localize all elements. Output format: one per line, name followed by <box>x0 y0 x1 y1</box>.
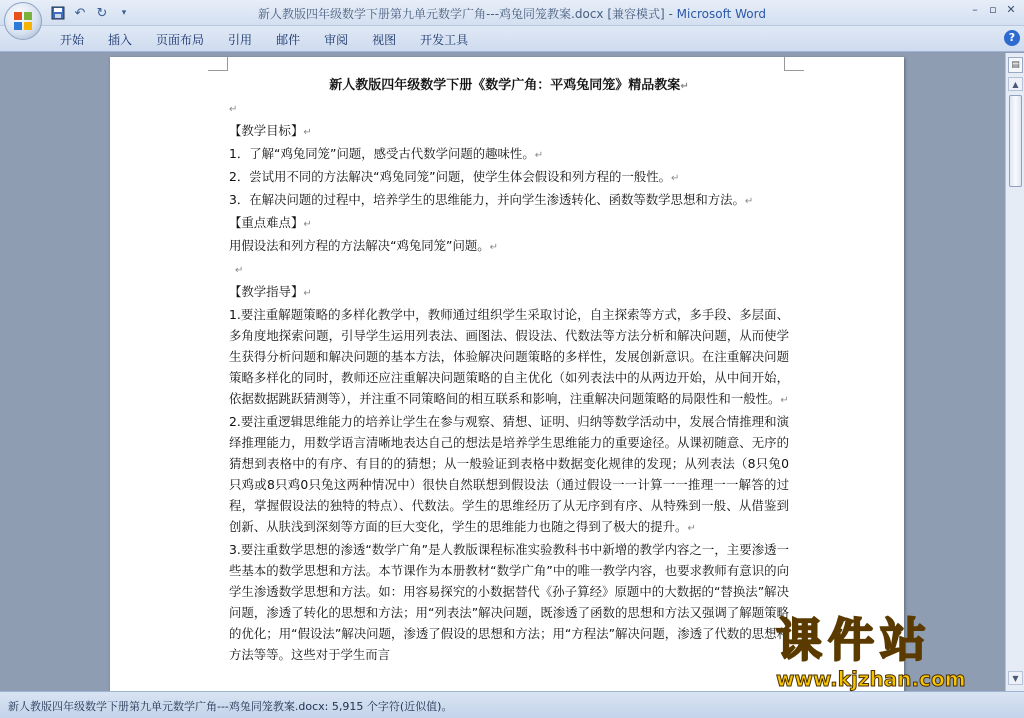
close-button[interactable]: ✕ <box>1006 3 1016 16</box>
tab-list <box>48 31 480 49</box>
vertical-scrollbar[interactable] <box>1005 53 1024 691</box>
office-logo-icon <box>14 12 33 31</box>
tab-references[interactable]: 引用 <box>228 33 253 47</box>
tab-mailings[interactable]: 邮件 <box>276 33 301 47</box>
status-text: 新人教版四年级数学下册第九单元数学广角---鸡兔同笼教案.docx: 5,915 个字符(近似值)。 <box>8 700 453 713</box>
watermark-logo <box>776 612 1016 692</box>
undo-icon[interactable]: ↶ <box>74 5 86 21</box>
scrollbar-thumb[interactable] <box>1009 95 1022 187</box>
document-title: 新人教版四年级数学下册《数学广角：平鸡兔同笼》精品教案↵ <box>329 78 689 93</box>
paragraph: 3.要注重数学思想的渗透“数学广角”是人教版课程标准实验教科书中新增的教学内容之一，主要渗透一些基本的数学思想和方法。本节课作为本册教材“数学广角”中的唯一教学内容，也要求教师有意识的向学生渗透数学思想和方法。如：用容易探究的小数据替代《孙子算经》原题中的大数据的“替换法”解决问题，渗透了转化的思想和方法；用“列表法”解决问题，既渗透了函数的思想和方法又强调了解题策略的优化；用“假设法”解决问题，渗透了假设的思想和方法；用“方程法”解决问题，渗透了代数的思想和方法等等。这些对于学生而言 <box>229 542 789 662</box>
window-title <box>0 5 1024 22</box>
heading-objectives: 【教学目标】↵ <box>229 123 312 138</box>
document-page[interactable] <box>110 57 904 691</box>
tab-view[interactable]: 视图 <box>372 33 397 47</box>
app-name: Microsoft Word <box>676 7 766 21</box>
title-separator: - <box>664 7 677 21</box>
heading-guidance: 【教学指导】↵ <box>229 284 312 299</box>
tab-page-layout[interactable]: 页面布局 <box>156 33 205 47</box>
watermark-text: 课件站 <box>776 613 932 667</box>
paragraph: ↵ <box>229 104 238 115</box>
paragraph: 2.要注重逻辑思维能力的培养让学生在参与观察、猜想、证明、归纳等数学活动中，发展合情推理和演绎推理能力，用数学语言清晰地表达自己的想法是培养学生思维能力的重要途径。从课初随意、无序的猜想到表格中的有序、有目的的猜想；从一般验证到表格中数据变化规律的发现；从列表法（8只兔0只鸡或8只鸡0只兔这两种情况中）很快自然联想到假设法（通过假设一一计算一一推理一一解答的过程，掌握假设法的独特的特点）、代数法。学生的思维经历了从无序到有序、从特殊到一般、从借鉴到创新、从肤浅到深刻等方面的巨大变化，学生的思维能力也随之得到了极大的提升。↵ <box>229 414 789 534</box>
help-icon[interactable]: ? <box>1004 30 1020 46</box>
scroll-down-button[interactable]: ▼ <box>1008 671 1023 685</box>
status-bar <box>0 691 1024 718</box>
title-bar <box>0 0 1024 26</box>
window-controls <box>966 2 1020 18</box>
ribbon-tabs <box>0 26 1024 52</box>
tab-home[interactable]: 开始 <box>60 33 85 47</box>
paragraph: 2．尝试用不同的方法解决“鸡兔同笼”问题，使学生体会假设和列方程的一般性。↵ <box>229 169 680 184</box>
heading-key-points: 【重点难点】↵ <box>229 215 312 230</box>
document-name: 新人教版四年级数学下册第九单元数学广角---鸡兔同笼教案.docx [兼容模式] <box>258 7 665 21</box>
paragraph: 用假设法和列方程的方法解决“鸡兔同笼”问题。↵ <box>229 238 499 253</box>
customize-qat-icon[interactable]: ▾ <box>121 8 127 18</box>
paragraph: ↵ <box>235 265 244 276</box>
restore-button[interactable]: ▫ <box>989 3 997 16</box>
crop-mark-top-right <box>784 57 804 71</box>
scroll-up-button[interactable]: ▲ <box>1008 77 1023 91</box>
tab-developer[interactable]: 开发工具 <box>420 33 469 47</box>
watermark-url: www.kjzhan.com <box>776 667 966 691</box>
minimize-button[interactable]: – <box>972 3 978 16</box>
tab-insert[interactable]: 插入 <box>108 33 133 47</box>
paragraph: 1.要注重解题策略的多样化教学中，教师通过组织学生采取讨论，自主探索等方式，多手段、多层面、多角度地探索问题，引导学生运用列表法、画图法、假设法、代数法等方法分析和解决问题，从而使学生获得分析问题和解决问题的基本方法，体验解决问题策略的多样性，发展创新意识。在注重解决问题策略多样化的同时，教师还应注重解决问题策略的自主优化（如列表法中的从两边开始，从中间开始，依据数据跳跃猜测等），并注重不同策略间的相互联系和影响，注重解决问题策略的局限性和一般性。↵ <box>229 307 789 406</box>
paragraph: 1．了解“鸡兔同笼”问题，感受古代数学问题的趣味性。↵ <box>229 146 544 161</box>
crop-mark-top-left <box>208 57 228 71</box>
document-workspace <box>0 53 1005 691</box>
redo-icon[interactable]: ↻ <box>96 5 108 21</box>
tab-review[interactable]: 审阅 <box>324 33 349 47</box>
office-button[interactable] <box>4 2 42 40</box>
paragraph: 3．在解决问题的过程中，培养学生的思维能力，并向学生渗透转化、函数等数学思想和方法。↵ <box>229 192 754 207</box>
view-ruler-icon[interactable]: ▤ <box>1008 57 1023 73</box>
document-body[interactable] <box>229 75 789 665</box>
